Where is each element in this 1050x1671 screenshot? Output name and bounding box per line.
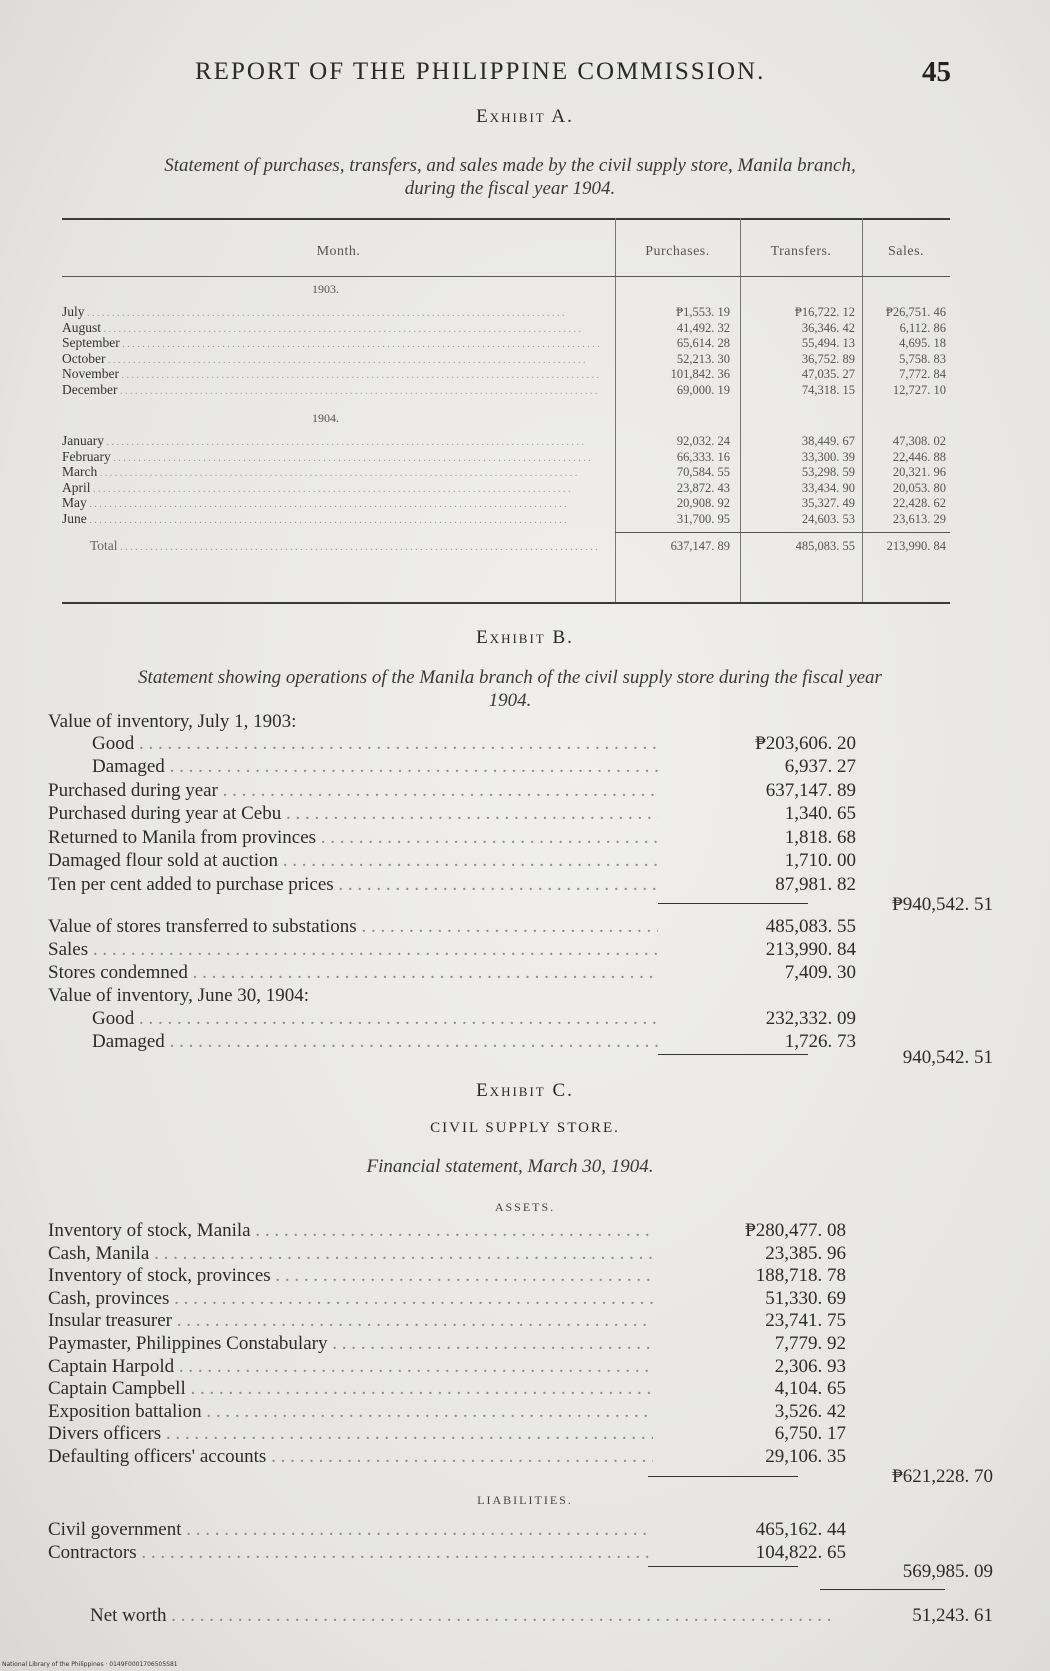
- financial-line: [48, 1422, 1008, 1446]
- exhibit-b-total-2-line: [48, 1046, 1008, 1070]
- transfers-cell: 36,752. 89: [801, 351, 855, 366]
- net-worth-label: Net worth . . .: [90, 1604, 830, 1628]
- total-rule: [615, 532, 950, 533]
- financial-line: [48, 1332, 1008, 1356]
- line-amount: 29,106. 35: [765, 1446, 846, 1467]
- table-row: [62, 495, 950, 511]
- exhibit-b-total-1-line: [48, 893, 1008, 917]
- line-amount: 7,779. 92: [774, 1333, 846, 1354]
- table-row: [62, 382, 950, 398]
- column-header-month: Month.: [316, 244, 361, 259]
- purchases-cell: 41,492. 32: [676, 320, 730, 335]
- total-transfers: 485,083. 55: [795, 539, 855, 553]
- year-label: 1904.: [312, 411, 339, 425]
- exhibit-b-line: [48, 961, 1008, 985]
- line-amount: 87,981. 82: [775, 874, 856, 895]
- table-top-rule: [62, 218, 950, 220]
- transfers-cell: 36,346. 42: [801, 320, 855, 335]
- table-row: [62, 335, 950, 351]
- exhibit-b-line: [48, 710, 1008, 734]
- exhibit-a-title: Exhibit A.: [476, 106, 574, 127]
- line-amount: 1,340. 65: [784, 803, 856, 824]
- column-header-purchases: Purchases.: [645, 244, 710, 259]
- month-cell: June . . .: [62, 511, 612, 529]
- financial-line: [48, 1377, 1008, 1401]
- line-label: Captain Harpold . . .: [48, 1355, 653, 1379]
- assets-heading: ASSETS.: [494, 1200, 556, 1214]
- purchases-cell: 70,584. 55: [676, 465, 730, 479]
- line-amount: 23,741. 75: [765, 1310, 846, 1332]
- assets-total: ₱621,228. 70: [892, 1466, 993, 1487]
- purchases-cell: 92,032. 24: [676, 434, 730, 448]
- table-row: [62, 433, 950, 449]
- table-row: [62, 366, 950, 382]
- line-label: Contractors . . .: [48, 1541, 653, 1565]
- total-row: [62, 538, 950, 554]
- line-label: Inventory of stock, provinces . . .: [48, 1264, 653, 1288]
- financial-line: [48, 1309, 1008, 1333]
- year-label: 1903.: [312, 282, 339, 296]
- purchases-cell: 69,000. 19: [676, 382, 730, 397]
- line-amount: 51,330. 69: [765, 1287, 846, 1309]
- exhibit-b-line: [48, 826, 1008, 850]
- sales-cell: 22,428. 62: [892, 496, 946, 510]
- line-label: Insular treasurer . . .: [48, 1309, 653, 1333]
- sales-cell: 4,695. 18: [899, 336, 946, 350]
- table-row: [62, 480, 950, 496]
- month-cell: February . . .: [62, 449, 612, 467]
- month-cell: September . . .: [62, 335, 612, 353]
- transfers-cell: ₱16,722. 12: [794, 305, 855, 319]
- exhibit-b-line: [48, 849, 1008, 873]
- exhibit-c-caption: Financial statement, March 30, 1904.: [366, 1156, 654, 1177]
- exhibit-a-table: [62, 218, 950, 606]
- line-amount: 232,332. 09: [765, 1008, 856, 1029]
- sales-cell: ₱26,751. 46: [885, 305, 946, 319]
- net-worth-value: 51,243. 61: [912, 1605, 993, 1626]
- line-label: Purchased during year at Cebu . . .: [48, 802, 658, 826]
- line-amount: 6,750. 17: [774, 1423, 846, 1445]
- purchases-cell: 101,842. 36: [670, 367, 730, 381]
- line-label: Sales . . .: [48, 938, 658, 962]
- line-label: Value of stores transferred to substations . . .: [48, 915, 658, 939]
- exhibit-b-line: [48, 802, 1008, 826]
- line-label: Damaged flour sold at auction . . .: [48, 849, 658, 873]
- month-cell: April . . .: [62, 480, 612, 498]
- table-row: [62, 511, 950, 527]
- exhibit-b-caption-line1: Statement showing operations of the Manila branch of the civil supply store during the fiscal year: [138, 667, 882, 688]
- month-cell: August . . .: [62, 320, 612, 338]
- column-header-sales: Sales.: [887, 244, 925, 259]
- purchases-cell: 66,333. 16: [676, 449, 730, 464]
- header-rule: [62, 276, 950, 277]
- exhibit-b-caption-line2: 1904.: [488, 690, 532, 711]
- line-label: Divers officers . . .: [48, 1422, 653, 1446]
- exhibit-b-line: [48, 984, 1008, 1008]
- line-amount: ₱203,606. 20: [755, 733, 856, 754]
- financial-line: [48, 1355, 1008, 1379]
- month-cell: July . . .: [62, 304, 612, 322]
- liabilities-total: 569,985. 09: [902, 1561, 993, 1582]
- exhibit-b-line: [48, 938, 1008, 962]
- line-label: Returned to Manila from provinces . . .: [48, 826, 658, 850]
- month-cell: January . . .: [62, 433, 612, 451]
- line-amount: 1,726. 73: [784, 1031, 856, 1052]
- purchases-cell: 65,614. 28: [676, 336, 730, 350]
- sales-cell: 7,772. 84: [899, 367, 946, 381]
- financial-line: [48, 1287, 1008, 1311]
- sales-cell: 20,053. 80: [892, 480, 946, 495]
- purchases-cell: 52,213. 30: [676, 351, 730, 366]
- line-label: Defaulting officers' accounts . . .: [48, 1445, 653, 1469]
- table-row: [62, 449, 950, 465]
- line-label: Cash, Manila . . .: [48, 1242, 653, 1266]
- financial-line: [48, 1219, 1008, 1243]
- exhibit-b-total-2: 940,542. 51: [902, 1047, 993, 1068]
- purchases-cell: 23,872. 43: [676, 480, 730, 495]
- total-label: Total . . .: [90, 538, 612, 556]
- exhibit-b-line: [48, 915, 1008, 939]
- line-label: Civil government . . .: [48, 1518, 653, 1542]
- transfers-cell: 33,434. 90: [801, 480, 855, 495]
- exhibit-b-line: [48, 755, 1008, 779]
- line-label: Good . . .: [92, 1007, 658, 1031]
- line-amount: 23,385. 96: [765, 1242, 846, 1264]
- transfers-cell: 33,300. 39: [801, 449, 855, 464]
- exhibit-a-caption-line1: Statement of purchases, transfers, and sales made by the civil supply store, Manila branch,: [164, 155, 856, 176]
- table-row: [62, 464, 950, 480]
- total-purchases: 637,147. 89: [670, 539, 730, 553]
- transfers-cell: 53,298. 59: [801, 465, 855, 479]
- month-cell: November . . .: [62, 366, 612, 384]
- line-amount: 637,147. 89: [765, 780, 856, 801]
- line-label: Good . . .: [92, 732, 658, 756]
- line-label: Stores condemned . . .: [48, 961, 658, 985]
- line-label: Captain Campbell . . .: [48, 1377, 653, 1401]
- liabilities-total-line: [48, 1560, 1008, 1584]
- net-worth-line: [48, 1604, 1008, 1628]
- line-label: Cash, provinces . . .: [48, 1287, 653, 1311]
- purchases-cell: ₱1,553. 19: [676, 305, 730, 319]
- line-amount: 465,162. 44: [755, 1519, 846, 1540]
- financial-line: [48, 1242, 1008, 1266]
- line-amount: 4,104. 65: [774, 1378, 846, 1400]
- total-sales: 213,990. 84: [886, 539, 946, 553]
- table-row: [62, 351, 950, 367]
- sales-cell: 22,446. 88: [892, 449, 946, 464]
- exhibit-c-title: Exhibit C.: [476, 1080, 574, 1101]
- month-cell: May . . .: [62, 495, 612, 513]
- table-row: [62, 304, 950, 320]
- financial-line: [48, 1400, 1008, 1424]
- line-label: Damaged . . .: [92, 1030, 658, 1054]
- exhibit-b-line: [48, 779, 1008, 803]
- line-label: Inventory of stock, Manila . . .: [48, 1219, 653, 1243]
- line-amount: 188,718. 78: [755, 1265, 846, 1287]
- line-amount: ₱280,477. 08: [745, 1220, 846, 1241]
- line-amount: 485,083. 55: [765, 916, 856, 937]
- transfers-cell: 35,327. 49: [801, 496, 855, 510]
- sales-cell: 6,112. 86: [899, 320, 946, 335]
- line-label: Value of inventory, June 30, 1904:: [48, 985, 310, 1006]
- sales-cell: 47,308. 02: [892, 434, 946, 448]
- exhibit-b-line: [48, 732, 1008, 756]
- month-cell: March . . .: [62, 464, 612, 482]
- table-row: [62, 320, 950, 336]
- line-amount: 1,818. 68: [784, 827, 856, 848]
- footer-note: National Library of the Philippines · 0149F0001706505S81: [2, 1661, 178, 1668]
- transfers-cell: 24,603. 53: [801, 511, 855, 526]
- column-header-transfers: Transfers.: [770, 244, 832, 259]
- line-amount: 213,990. 84: [765, 939, 856, 960]
- purchases-cell: 20,908. 92: [676, 496, 730, 510]
- financial-line: [48, 1518, 1008, 1542]
- exhibit-a-caption-line2: during the fiscal year 1904.: [404, 178, 616, 199]
- line-amount: 3,526. 42: [774, 1400, 846, 1422]
- exhibit-c-subtitle: CIVIL SUPPLY STORE.: [430, 1120, 620, 1136]
- exhibit-b-total-1: ₱940,542. 51: [892, 894, 993, 915]
- sales-cell: 12,727. 10: [892, 382, 946, 397]
- line-label: Ten per cent added to purchase prices . . .: [48, 873, 658, 897]
- page-number: 45: [922, 56, 951, 88]
- line-label: Value of inventory, July 1, 1903:: [48, 711, 297, 732]
- transfers-cell: 55,494. 13: [801, 336, 855, 350]
- transfers-cell: 38,449. 67: [801, 434, 855, 448]
- exhibit-b-title: Exhibit B.: [476, 627, 574, 648]
- line-amount: 6,937. 27: [784, 756, 856, 777]
- liabilities-heading: LIABILITIES.: [477, 1493, 573, 1507]
- financial-line: [48, 1264, 1008, 1288]
- line-amount: 2,306. 93: [774, 1355, 846, 1377]
- line-amount: 104,822. 65: [755, 1541, 846, 1563]
- sales-cell: 5,758. 83: [899, 351, 946, 366]
- exhibit-b-line: [48, 1007, 1008, 1031]
- sales-cell: 20,321. 96: [892, 465, 946, 479]
- line-label: Paymaster, Philippines Constabulary . . .: [48, 1332, 653, 1356]
- month-cell: December . . .: [62, 382, 612, 400]
- transfers-cell: 74,318. 15: [801, 382, 855, 397]
- transfers-cell: 47,035. 27: [801, 367, 855, 381]
- sum-rule: [820, 1589, 945, 1590]
- sales-cell: 23,613. 29: [892, 511, 946, 526]
- running-title: REPORT OF THE PHILIPPINE COMMISSION.: [195, 58, 766, 85]
- line-amount: 7,409. 30: [784, 962, 856, 983]
- line-label: Exposition battalion . . .: [48, 1400, 653, 1424]
- line-amount: 1,710. 00: [784, 850, 856, 871]
- line-label: Purchased during year . . .: [48, 779, 658, 803]
- assets-total-line: [48, 1465, 1008, 1489]
- month-cell: October . . .: [62, 351, 612, 369]
- table-bottom-rule: [62, 602, 950, 604]
- line-label: Damaged . . .: [92, 755, 658, 779]
- purchases-cell: 31,700. 95: [676, 511, 730, 526]
